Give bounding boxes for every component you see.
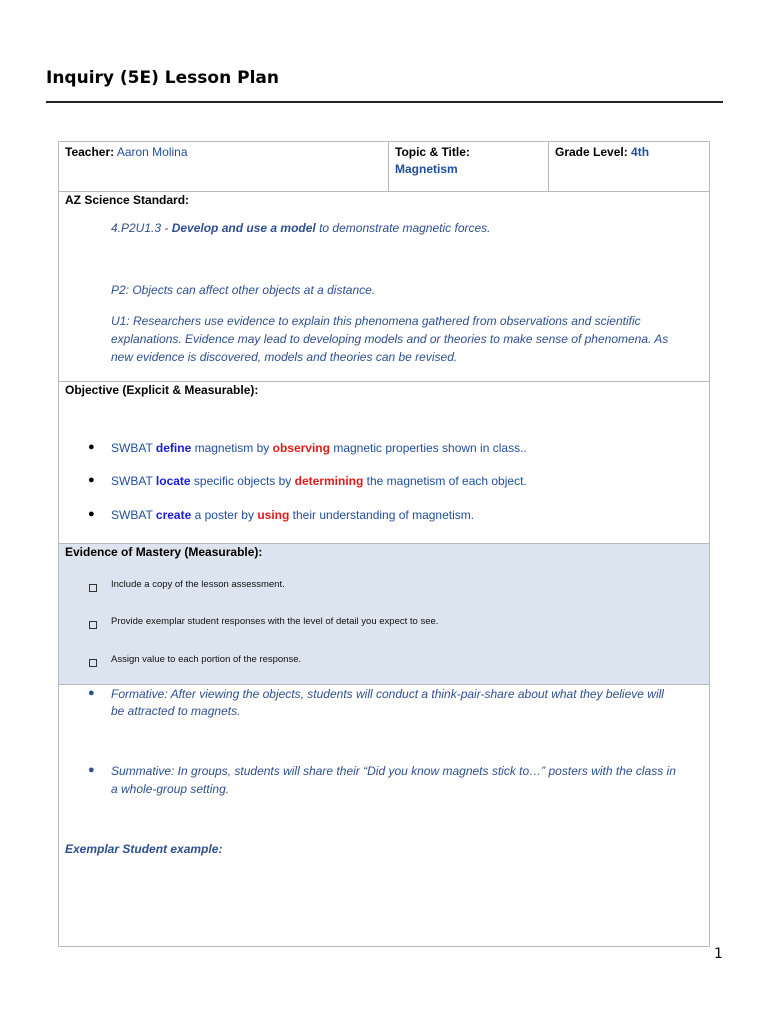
page-number: 1 [714,946,723,962]
topic-value: Magnetism [395,162,458,176]
objective-keyword-action: determining [294,474,364,488]
standard-code-rest: to demonstrate magnetic forces. [315,221,491,235]
objective-section [59,381,709,543]
teacher-name: Aaron Molina [116,145,188,159]
checkbox-icon[interactable] [89,584,97,592]
evidence-item: Include a copy of the lesson assessment. [111,579,285,590]
exemplar-label: Exemplar Student example: [65,842,223,856]
standard-code-line [111,219,491,237]
checkbox-icon[interactable] [89,621,97,629]
standard-section [59,191,709,381]
bullet-icon: ● [88,764,95,776]
objective-text: magnetism by [191,441,273,455]
document-title: Inquiry (5E) Lesson Plan [46,68,279,88]
standard-heading: AZ Science Standard: [65,193,190,207]
standard-u1-line2: explanations. Evidence may lead to developing models and or theories to make sense of phenomena. As [111,332,669,346]
formative-line1: Formative: After viewing the objects, students will conduct a think-pair-share about what they believe will [111,687,664,701]
grade-cell [549,142,709,191]
objective-text: specific objects by [190,474,295,488]
standard-p2: P2: Objects can affect other objects at a distance. [111,283,376,297]
objective-keyword-action: using [257,508,290,522]
bullet-icon: ● [88,441,95,453]
bullet-icon: ● [88,474,95,486]
title-underline [46,101,723,103]
formative-line2: be attracted to magnets. [111,704,241,718]
standard-code: 4.P2U1.3 - [111,221,172,235]
summative-line2: a whole-group setting. [111,782,230,796]
topic-cell [389,142,549,191]
objective-text: SWBAT [111,508,156,522]
teacher-cell [59,142,389,191]
grade-value: 4th [631,145,650,159]
objective-text: their understanding of magnetism. [289,508,475,522]
standard-code-bold: Develop and use a model [171,221,316,235]
objective-heading: Objective (Explicit & Measurable): [65,383,259,397]
bullet-icon: ● [88,687,95,699]
evidence-item: Assign value to each portion of the response. [111,654,302,665]
standard-u1-line3: new evidence is discovered, models and theories can be revised. [111,350,458,364]
objective-keyword-verb: create [155,508,192,522]
objective-item [111,474,527,488]
objective-text: SWBAT [111,441,156,455]
assessment-section [59,684,709,946]
topic-label: Topic & Title: [395,145,470,159]
lesson-plan-table [58,141,710,947]
objective-text: SWBAT [111,474,156,488]
standard-u1-line1: U1: Researchers use evidence to explain this phenomena gathered from observations and scientific [111,314,641,328]
checkbox-icon[interactable] [89,659,97,667]
objective-item [111,441,527,455]
teacher-label: Teacher: [65,145,115,159]
bullet-icon: ● [88,508,95,520]
evidence-section [59,543,709,684]
summative-line1: Summative: In groups, students will share their “Did you know magnets stick to…” posters with the class in [111,764,676,778]
objective-text: the magnetism of each object. [363,474,527,488]
objective-keyword-verb: define [155,441,192,455]
objective-item [111,508,474,522]
objective-text: magnetic properties shown in class.. [329,441,527,455]
objective-text: a poster by [191,508,258,522]
evidence-item: Provide exemplar student responses with the level of detail you expect to see. [111,616,439,627]
objective-keyword-action: observing [272,441,330,455]
objective-keyword-verb: locate [155,474,191,488]
evidence-heading: Evidence of Mastery (Measurable): [65,545,263,559]
grade-label: Grade Level: [555,145,628,159]
header-row [59,142,709,191]
